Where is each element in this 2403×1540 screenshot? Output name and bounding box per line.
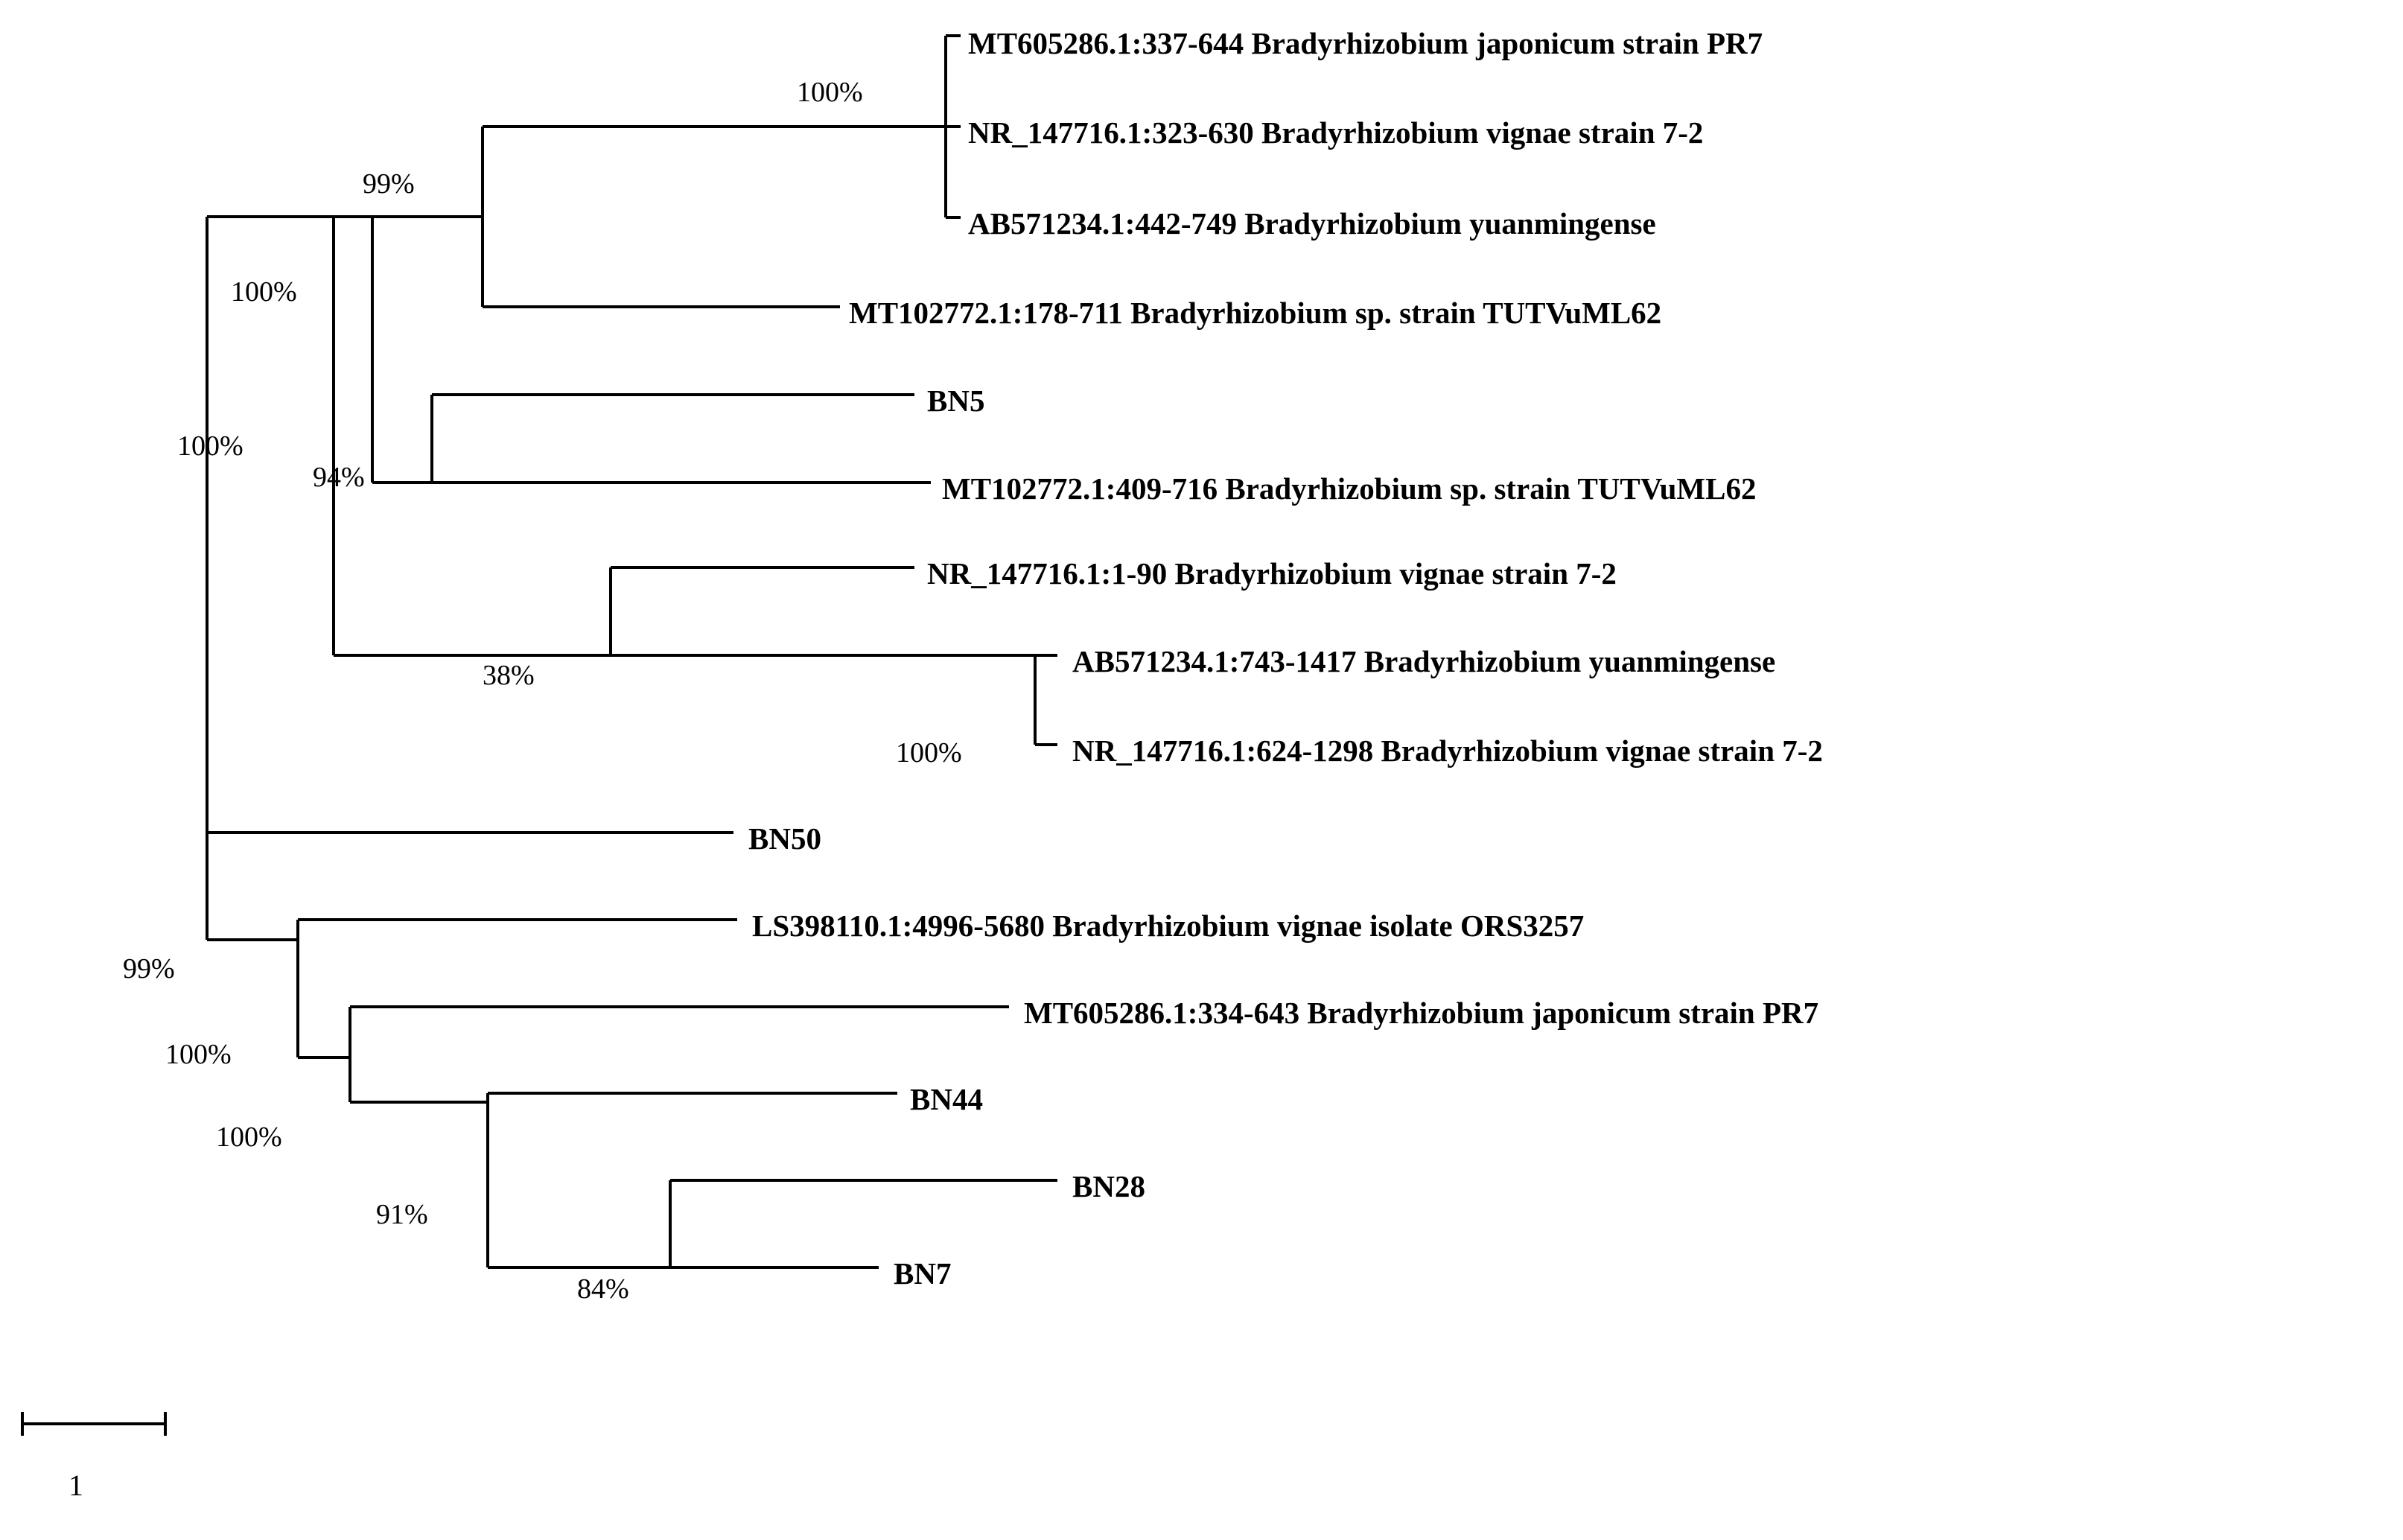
support-value: 84%: [577, 1273, 629, 1305]
support-value: 100%: [896, 737, 962, 769]
tip-label: AB571234.1:743-1417 Bradyrhizobium yuanmingense: [1072, 644, 1776, 678]
tip-label: MT102772.1:409-716 Bradyrhizobium sp. strain TUTVuML62: [942, 471, 1757, 506]
tip-label: NR_147716.1:624-1298 Bradyrhizobium vignae strain 7-2: [1072, 734, 1823, 768]
tip-label: BN50: [748, 821, 821, 856]
support-value: 38%: [483, 660, 535, 691]
tip-label: AB571234.1:442-749 Bradyrhizobium yuanmingense: [968, 206, 1656, 241]
tip-label: NR_147716.1:323-630 Bradyrhizobium vignae strain 7-2: [968, 115, 1704, 150]
support-value: 100%: [177, 430, 244, 462]
support-value: 100%: [797, 77, 863, 108]
tip-label: MT102772.1:178-711 Bradyrhizobium sp. strain TUTVuML62: [849, 296, 1662, 330]
tip-label: NR_147716.1:1-90 Bradyrhizobium vignae strain 7-2: [927, 556, 1617, 591]
tip-label: BN5: [927, 384, 985, 418]
tip-label: MT605286.1:337-644 Bradyrhizobium japonicum strain PR7: [968, 26, 1763, 60]
tip-label: MT605286.1:334-643 Bradyrhizobium japonicum strain PR7: [1024, 996, 1819, 1030]
support-value: 100%: [165, 1039, 232, 1070]
scale-bar-label: 1: [69, 1469, 83, 1502]
support-value: 100%: [231, 276, 297, 308]
support-value: 91%: [376, 1199, 428, 1230]
tip-label: BN44: [910, 1082, 983, 1116]
support-value: 99%: [123, 953, 175, 984]
tip-label: BN7: [894, 1256, 952, 1291]
support-value: 94%: [313, 462, 365, 493]
support-value: 100%: [216, 1121, 282, 1153]
support-value: 99%: [363, 168, 415, 200]
tip-label: LS398110.1:4996-5680 Bradyrhizobium vignae isolate ORS3257: [752, 909, 1585, 943]
tip-label: BN28: [1072, 1169, 1145, 1203]
